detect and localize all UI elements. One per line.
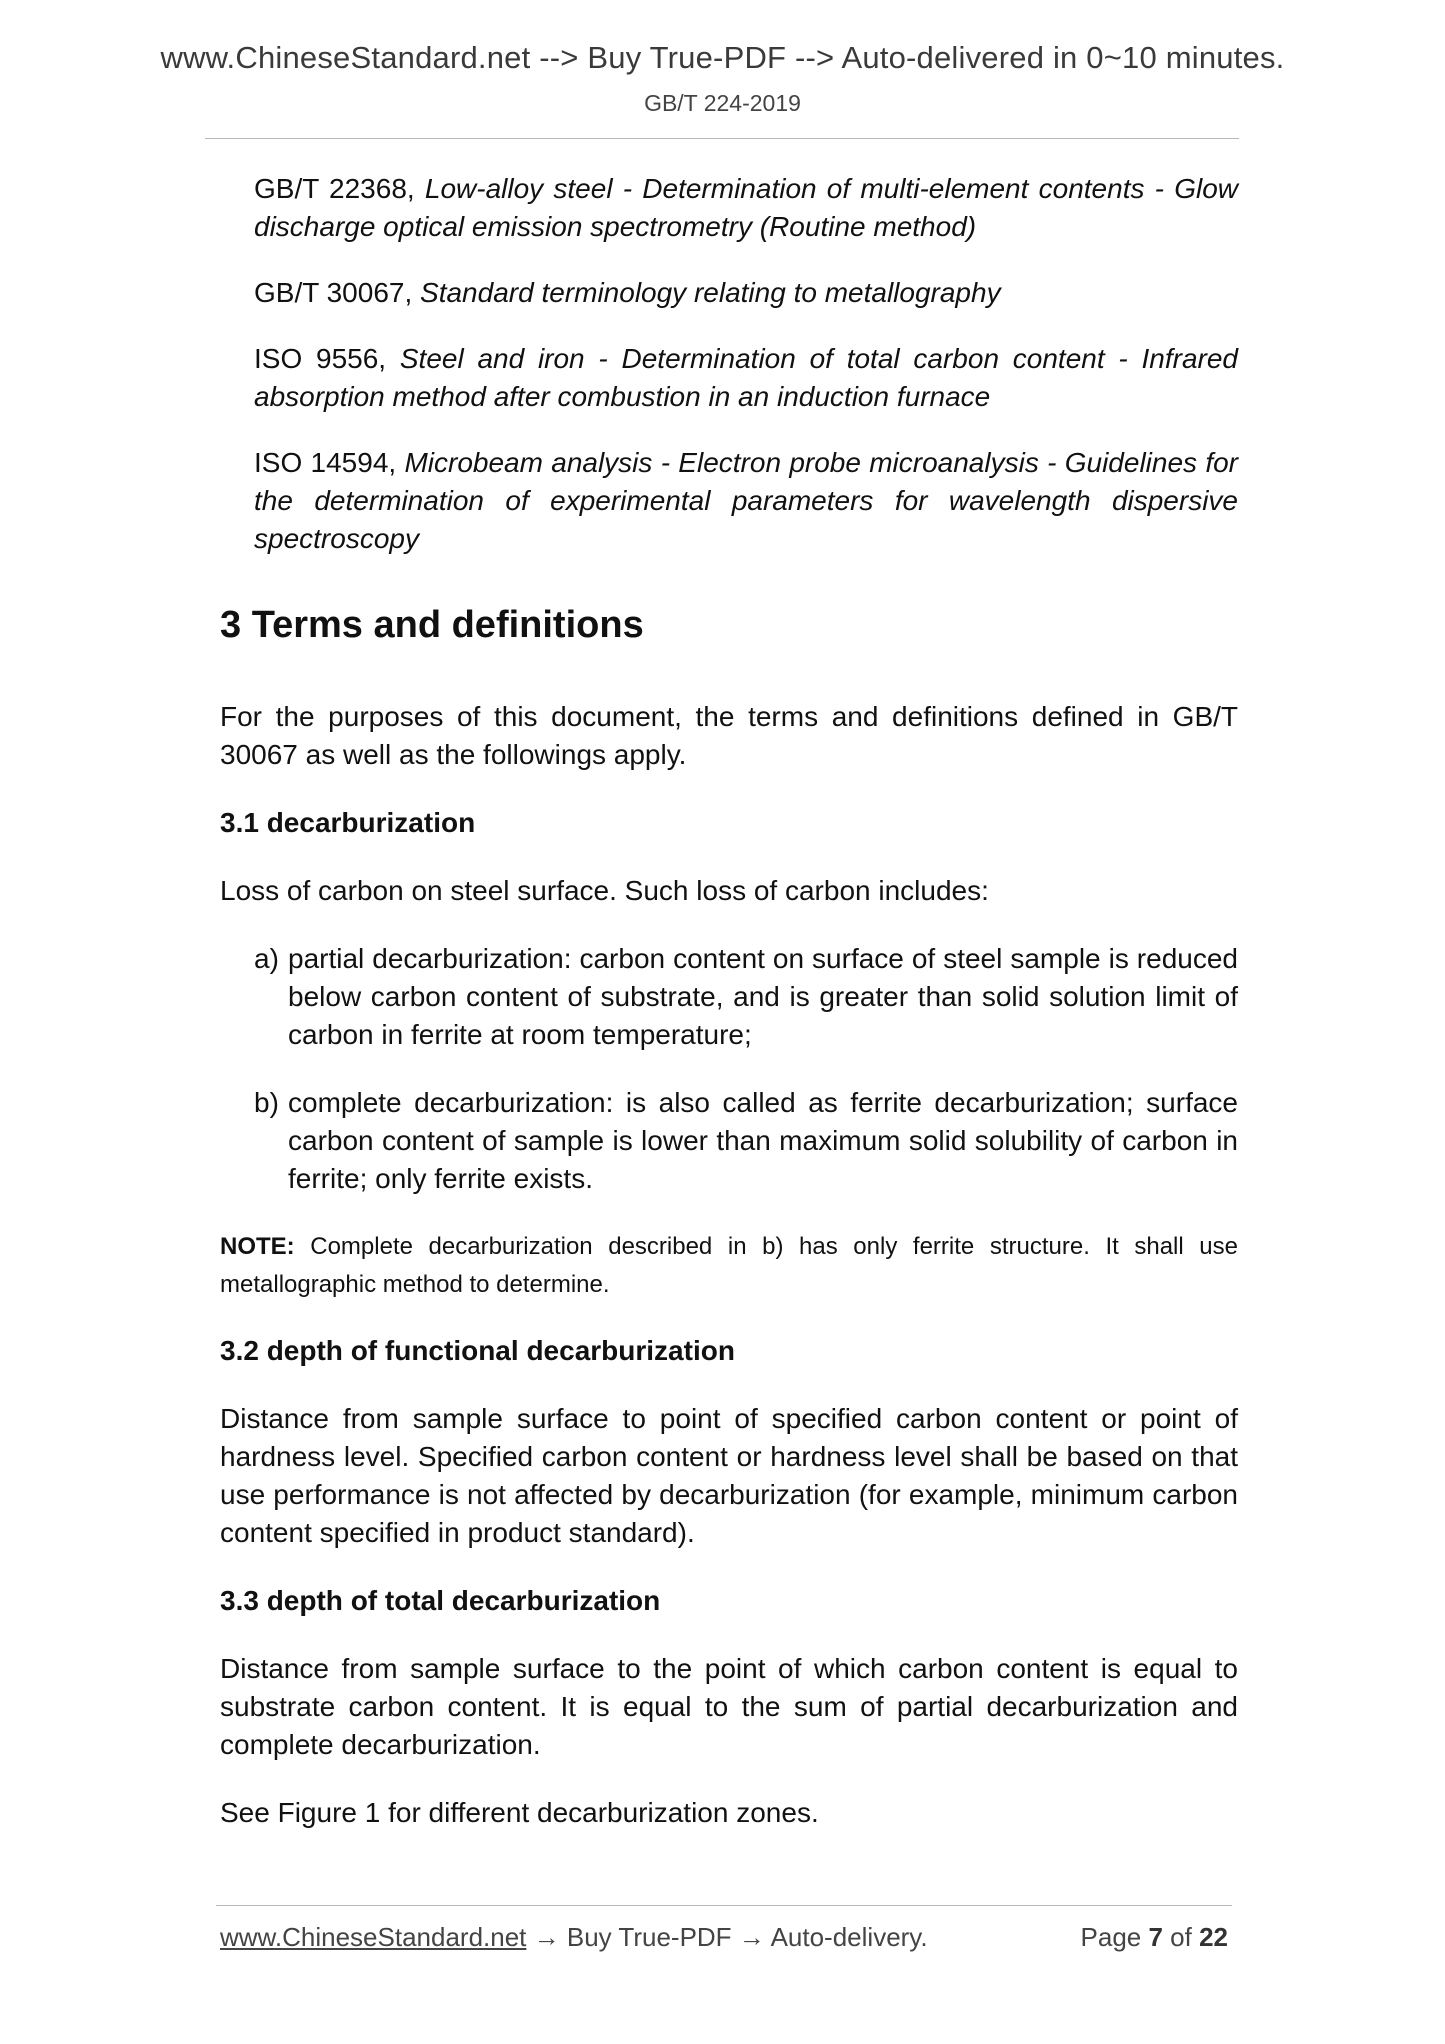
- reference-code: ISO 9556,: [254, 343, 400, 374]
- reference-item: [254, 340, 1238, 416]
- page-word: Page: [1080, 1922, 1149, 1952]
- reference-code: GB/T 22368,: [254, 173, 425, 204]
- reference-code: GB/T 30067,: [254, 277, 421, 308]
- term-3-3-definition: Distance from sample surface to the point of which carbon content is equal to substrate carbon content. It is equal to the sum of partial decarburization and complete decarburization.: [220, 1653, 1238, 1760]
- reference-title: Standard terminology relating to metallography: [420, 277, 1001, 308]
- normative-references: [220, 170, 1238, 558]
- page-number: 7: [1148, 1922, 1163, 1952]
- page-footer: [220, 1922, 1228, 1953]
- reference-code: ISO 14594,: [254, 447, 405, 478]
- note: [220, 1228, 1238, 1304]
- of-word: of: [1162, 1922, 1200, 1952]
- figure-reference: See Figure 1 for different decarburization zones.: [220, 1797, 819, 1828]
- term-3-2-definition: Distance from sample surface to point of specified carbon content or point of hardness level. Specified carbon content or hardness level shall be based on that use performance is not affected by decarburization (for example, minimum carbon content specified in product standard).: [220, 1403, 1238, 1548]
- reference-title: Microbeam analysis - Electron probe microanalysis - Guidelines for the determination of experimental parameters for wavelength dispersive spectroscopy: [254, 447, 1239, 554]
- page-total: 22: [1199, 1922, 1228, 1952]
- page-body: [220, 170, 1238, 1862]
- reference-title: Low-alloy steel - Determination of multi-element contents - Glow discharge optical emission spectrometry (Routine method): [254, 173, 1239, 242]
- section-intro: For the purposes of this document, the terms and definitions defined in GB/T 30067 as well as the followings apply.: [220, 701, 1238, 770]
- term-3-2-title: 3.2 depth of functional decarburization: [220, 1335, 735, 1366]
- site-banner: www.ChineseStandard.net --> Buy True-PDF --> Auto-delivered in 0~10 minutes.: [160, 40, 1285, 75]
- reference-item: [254, 274, 1238, 312]
- document-id: GB/T 224-2019: [644, 90, 801, 116]
- footer-divider: [216, 1905, 1232, 1906]
- note-text: Complete decarburization described in b) has only ferrite structure. It shall use metallographic method to determine.: [220, 1233, 1238, 1298]
- footer-text: → Buy True-PDF → Auto-delivery.: [526, 1922, 928, 1952]
- list-text: complete decarburization: is also called as ferrite decarburization; surface carbon content of sample is lower than maximum solid solubility of carbon in ferrite; only ferrite exists.: [288, 1087, 1238, 1194]
- section-heading: 3 Terms and definitions: [220, 604, 644, 646]
- reference-item: [254, 170, 1238, 246]
- note-label: NOTE:: [220, 1233, 295, 1260]
- reference-item: [254, 444, 1238, 558]
- term-3-1-definition: Loss of carbon on steel surface. Such loss of carbon includes:: [220, 875, 989, 906]
- list-item-a: [254, 940, 1238, 1054]
- list-marker: b): [254, 1087, 279, 1118]
- footer-left: [220, 1922, 928, 1953]
- list-item-b: [254, 1084, 1238, 1198]
- reference-title: Steel and iron - Determination of total carbon content - Infrared absorption method after combustion in an induction furnace: [254, 343, 1238, 412]
- term-3-1-title: 3.1 decarburization: [220, 807, 476, 838]
- page-counter: [1081, 1922, 1228, 1953]
- header-divider: [205, 138, 1239, 139]
- term-3-3-title: 3.3 depth of total decarburization: [220, 1585, 661, 1616]
- footer-site-link[interactable]: www.ChineseStandard.net: [220, 1922, 527, 1952]
- list-text: partial decarburization: carbon content on surface of steel sample is reduced below carbon content of substrate, and is greater than solid solution limit of carbon in ferrite at room temperature;: [288, 943, 1238, 1050]
- list-marker: a): [254, 943, 279, 974]
